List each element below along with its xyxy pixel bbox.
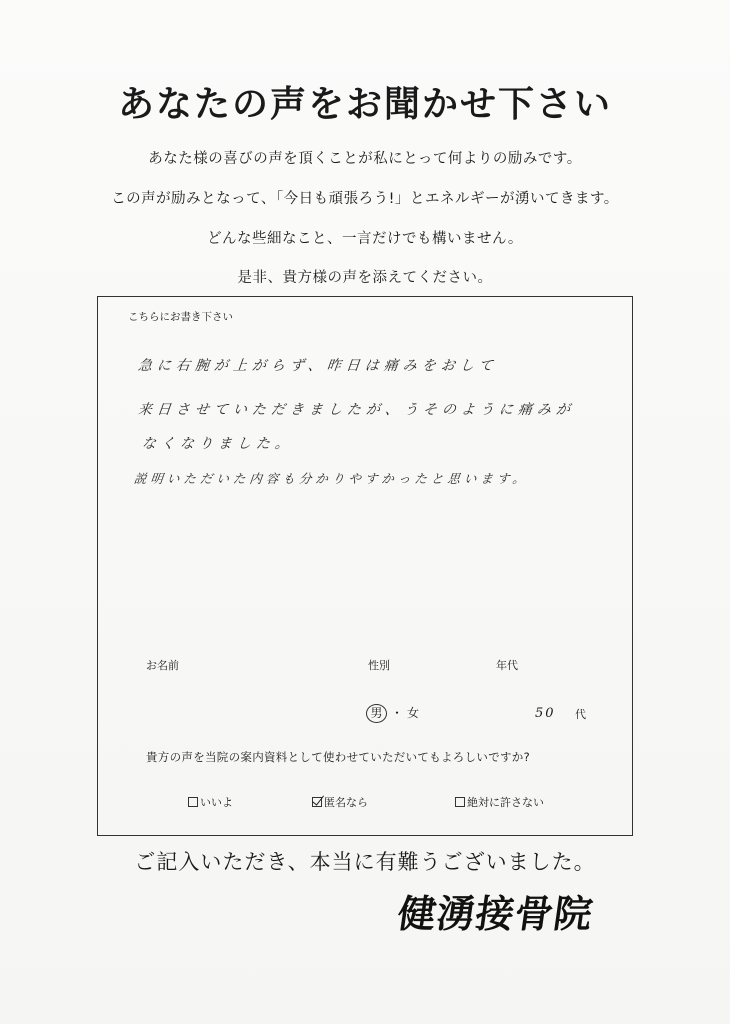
intro-line-1: あなた様の喜びの声を頂くことが私にとって何よりの励みです。 — [148, 151, 582, 167]
intro-line-2: この声が励みとなって、「今日も頑張ろう!」とエネルギーが湧いてきます。 — [111, 191, 619, 207]
handwritten-line-2: 来日させていただきましたが、うそのように痛みが — [137, 402, 576, 418]
option-ok[interactable] — [188, 794, 233, 810]
clinic-logo — [394, 886, 618, 942]
intro-line-4: 是非、貴方様の声を添えてください。 — [237, 270, 493, 286]
option-never[interactable] — [455, 794, 544, 810]
handwritten-line-1: 急に右腕が上がらず、昨日は痛みをおして — [137, 358, 499, 374]
consent-question: 貴方の声を当院の案内資料として使わせていただいてもよろしいですか? — [146, 750, 530, 764]
checkbox-ok[interactable] — [188, 797, 198, 807]
option-ok-label: いいよ — [200, 796, 233, 809]
page-title: あなたの声をお聞かせ下さい — [117, 84, 612, 125]
gender-field[interactable] — [366, 704, 419, 723]
checkbox-anonymous-checked[interactable] — [312, 797, 322, 807]
checkbox-never[interactable] — [455, 797, 465, 807]
gender-label: 性別 — [368, 659, 390, 672]
age-value[interactable]: 50 — [535, 706, 556, 721]
gender-female[interactable]: 女 — [407, 706, 420, 720]
comment-box-label: こちらにお書き下さい — [128, 311, 233, 323]
intro-line-3: どんな些細なこと、一言だけでも構いません。 — [207, 231, 523, 247]
thanks-message: ご記入いただき、本当に有難うございました。 — [134, 850, 596, 874]
option-never-label: 絶対に許さない — [467, 796, 544, 809]
handwritten-line-3: なくなりました。 — [141, 436, 295, 452]
comment-box — [97, 296, 633, 836]
clinic-logo-text: 健湧接骨院 — [394, 891, 597, 936]
option-anonymous[interactable] — [312, 794, 368, 810]
option-anonymous-label: 匿名なら — [324, 796, 368, 809]
age-unit: 代 — [575, 708, 586, 721]
name-label: お名前 — [146, 659, 179, 672]
age-label: 年代 — [496, 659, 518, 672]
gender-separator: ・ — [391, 706, 404, 720]
handwritten-line-4: 説明いただいた内容も分かりやすかったと思います。 — [133, 471, 530, 486]
gender-male-circled[interactable]: 男 — [366, 704, 387, 723]
